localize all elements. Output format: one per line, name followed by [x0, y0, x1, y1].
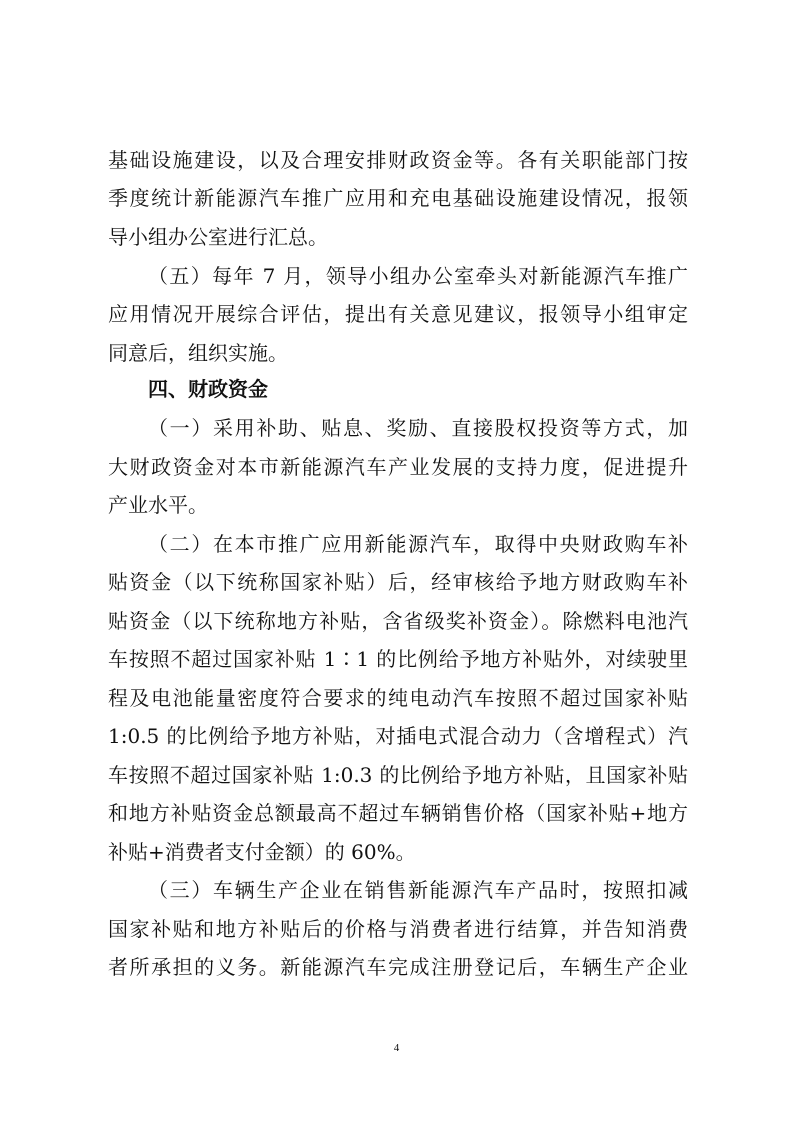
paragraph-line: 程及电池能量密度符合要求的纯电动汽车按照不超过国家补贴	[108, 686, 688, 710]
paragraph-line: （三）车辆生产企业在销售新能源汽车产品时，按照扣减	[148, 878, 688, 902]
paragraph-line: 基础设施建设，以及合理安排财政资金等。各有关职能部门按	[108, 148, 688, 172]
paragraph-line: （一）采用补助、贴息、奖励、直接股权投资等方式，加	[148, 416, 688, 440]
paragraph-line: 同意后，组织实施。	[108, 341, 288, 365]
paragraph-line: 季度统计新能源汽车推广应用和充电基础设施建设情况，报领	[108, 186, 688, 210]
paragraph-line: 和地方补贴资金总额最高不超过车辆销售价格（国家补贴+地方	[108, 801, 688, 825]
paragraph-line: 国家补贴和地方补贴后的价格与消费者进行结算，并告知消费	[108, 917, 688, 941]
paragraph-line: 贴资金（以下统称地方补贴，含省级奖补资金）。除燃料电池汽	[108, 609, 688, 633]
paragraph-line: （五）每年 7 月，领导小组办公室牵头对新能源汽车推广	[148, 264, 688, 288]
page-number: 4	[393, 1042, 400, 1054]
paragraph-line: （二）在本市推广应用新能源汽车，取得中央财政购车补	[148, 532, 688, 556]
paragraph-line: 大财政资金对本市新能源汽车产业发展的支持力度，促进提升	[108, 455, 688, 479]
section-heading: 四、财政资金	[148, 377, 268, 401]
paragraph-line: 车按照不超过国家补贴 1:0.3 的比例给予地方补贴，且国家补贴	[108, 763, 688, 787]
paragraph-line: 贴资金（以下统称国家补贴）后，经审核给予地方财政购车补	[108, 570, 688, 594]
paragraph-line: 1:0.5 的比例给予地方补贴，对插电式混合动力（含增程式）汽	[108, 724, 688, 748]
paragraph-line: 者所承担的义务。新能源汽车完成注册登记后，车辆生产企业	[108, 955, 688, 979]
paragraph-line: 应用情况开展综合评估，提出有关意见建议，报领导小组审定	[108, 302, 688, 326]
paragraph-line: 补贴+消费者支付金额）的 60%。	[108, 840, 416, 864]
paragraph-line: 导小组办公室进行汇总。	[108, 225, 328, 249]
paragraph-line: 产业水平。	[108, 493, 208, 517]
paragraph-line: 车按照不超过国家补贴 1∶1 的比例给予地方补贴外，对续驶里	[108, 647, 688, 671]
